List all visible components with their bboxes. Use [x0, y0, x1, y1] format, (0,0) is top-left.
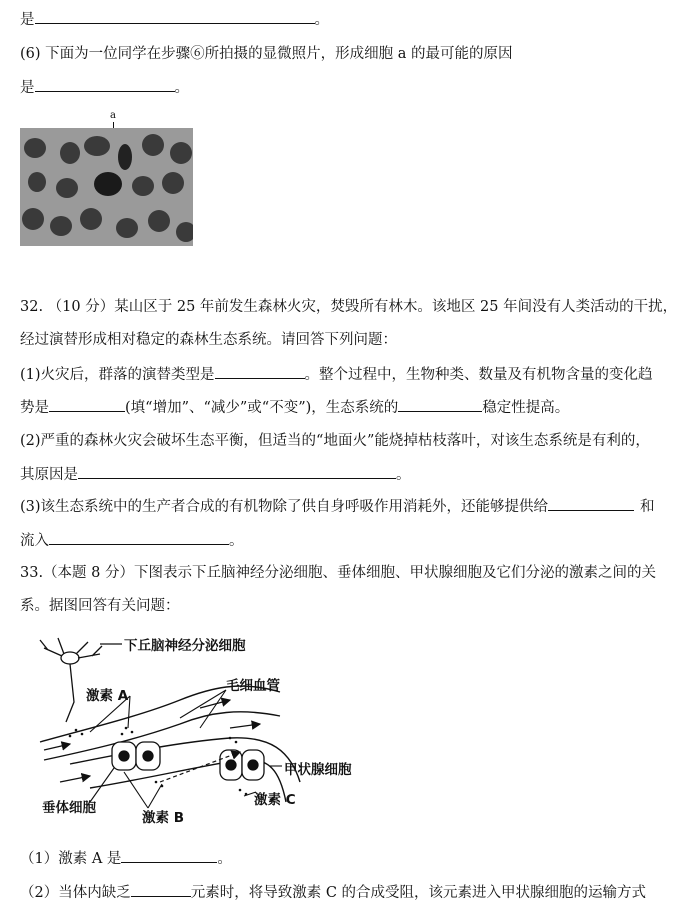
- question-33-part-1: [20, 848, 232, 869]
- hormone-c-label: 激素 C: [254, 792, 296, 808]
- text: 。: [217, 851, 232, 867]
- question-32-part-2-cont: [20, 464, 411, 485]
- text: 。: [314, 12, 329, 28]
- question-33-intro: 33.（本题 8 分）下图表示下丘脑神经分泌细胞、垂体细胞、甲状腺细胞及它们分泌的激素之间的关: [20, 565, 656, 581]
- text: (1)火灾后，群落的演替类型是: [20, 367, 215, 383]
- cell-nucleus: [132, 176, 154, 196]
- text: 其原因是: [20, 467, 78, 483]
- thyroid-cell-label: 甲状腺细胞: [284, 762, 352, 778]
- cell-nucleus: [24, 138, 46, 158]
- text: 流入: [20, 533, 49, 549]
- cell-nucleus: [142, 134, 164, 156]
- question-32-part-3-cont: [20, 530, 244, 551]
- text: (3)该生态系统中的生产者合成的有机物除了供自身呼吸作用消耗外，还能够提供给: [20, 499, 549, 515]
- neuron-icon: [40, 638, 102, 722]
- question-32-part-1: [20, 364, 653, 385]
- dividing-cell-a: [118, 144, 132, 170]
- text: 。: [229, 533, 244, 549]
- hormone-b-label: 激素 B: [142, 810, 184, 826]
- question-6-answer: [20, 77, 189, 98]
- text: 和: [640, 499, 655, 515]
- text: 是: [20, 12, 35, 28]
- answer-blank[interactable]: [78, 464, 396, 479]
- dividing-cell: [94, 172, 122, 196]
- capillary-vessel: [40, 686, 300, 802]
- answer-blank[interactable]: [49, 530, 229, 545]
- cell-nucleus: [116, 218, 138, 238]
- text: 稳定性提高。: [482, 400, 570, 416]
- question-6: (6) 下面为一位同学在步骤⑥所拍摄的显微照片，形成细胞 a 的最可能的原因: [20, 46, 513, 62]
- answer-blank[interactable]: [35, 9, 315, 24]
- cell-nucleus: [56, 178, 78, 198]
- micrograph-image: [20, 128, 193, 246]
- answer-blank[interactable]: [398, 397, 482, 412]
- cell-nucleus: [50, 216, 72, 236]
- answer-blank[interactable]: [121, 848, 217, 863]
- hypothalamus-label: 下丘脑神经分泌细胞: [124, 638, 246, 654]
- question-33-part-2: [20, 882, 646, 903]
- text: （2）当体内缺乏: [20, 885, 131, 901]
- hormone-diagram: [30, 632, 370, 832]
- cell-nucleus: [28, 172, 46, 192]
- pituitary-cell-icon: [112, 742, 160, 770]
- answer-blank[interactable]: [35, 77, 175, 92]
- text: 元素时，将导致激素 C 的合成受阻，该元素进入甲状腺细胞的运输方式: [190, 885, 647, 901]
- text: （1）激素 A 是: [20, 851, 122, 867]
- hormone-a-label: 激素 A: [86, 688, 129, 704]
- question-32-part-2: (2)严重的森林火灾会破坏生态平衡，但适当的“地面火”能烧掉枯枝落叶，对该生态系统是有利的，: [20, 433, 650, 449]
- capillary-label: 毛细血管: [226, 678, 280, 694]
- text: 势是: [20, 400, 49, 416]
- cell-nucleus: [22, 208, 44, 230]
- cell-nucleus: [170, 142, 192, 164]
- cell-nucleus: [176, 222, 193, 242]
- cell-nucleus: [84, 136, 110, 156]
- question-32-intro: 32. （10 分）某山区于 25 年前发生森林火灾，焚毁所有林木。该地区 25 年间没有人类活动的干扰，: [20, 299, 678, 315]
- answer-blank[interactable]: [548, 496, 634, 511]
- text: 。: [174, 80, 189, 96]
- cell-nucleus: [148, 210, 170, 232]
- top-answer-line: [20, 9, 329, 30]
- thyroid-cell-icon: [220, 750, 264, 780]
- text: 。: [396, 467, 411, 483]
- answer-blank[interactable]: [215, 364, 305, 379]
- cell-nucleus: [80, 208, 102, 230]
- text: (填“增加”、“减少”或“不变”)，生态系统的: [125, 400, 399, 416]
- question-32-part-1-cont: [20, 397, 569, 418]
- answer-blank[interactable]: [131, 882, 191, 897]
- question-32-part-3: [20, 496, 655, 517]
- pituitary-cell-label: 垂体细胞: [42, 800, 96, 816]
- answer-blank[interactable]: [49, 397, 125, 412]
- text: 。整个过程中，生物种类、数量及有机物含量的变化趋: [304, 367, 653, 383]
- cell-a-label: a: [110, 110, 116, 121]
- question-32-intro-2: 经过演替形成相对稳定的森林生态系统。请回答下列问题：: [20, 332, 397, 348]
- text: 是: [20, 80, 35, 96]
- question-33-intro-2: 系。据图回答有关问题：: [20, 598, 180, 614]
- cell-nucleus: [162, 172, 184, 194]
- cell-nucleus: [60, 142, 80, 164]
